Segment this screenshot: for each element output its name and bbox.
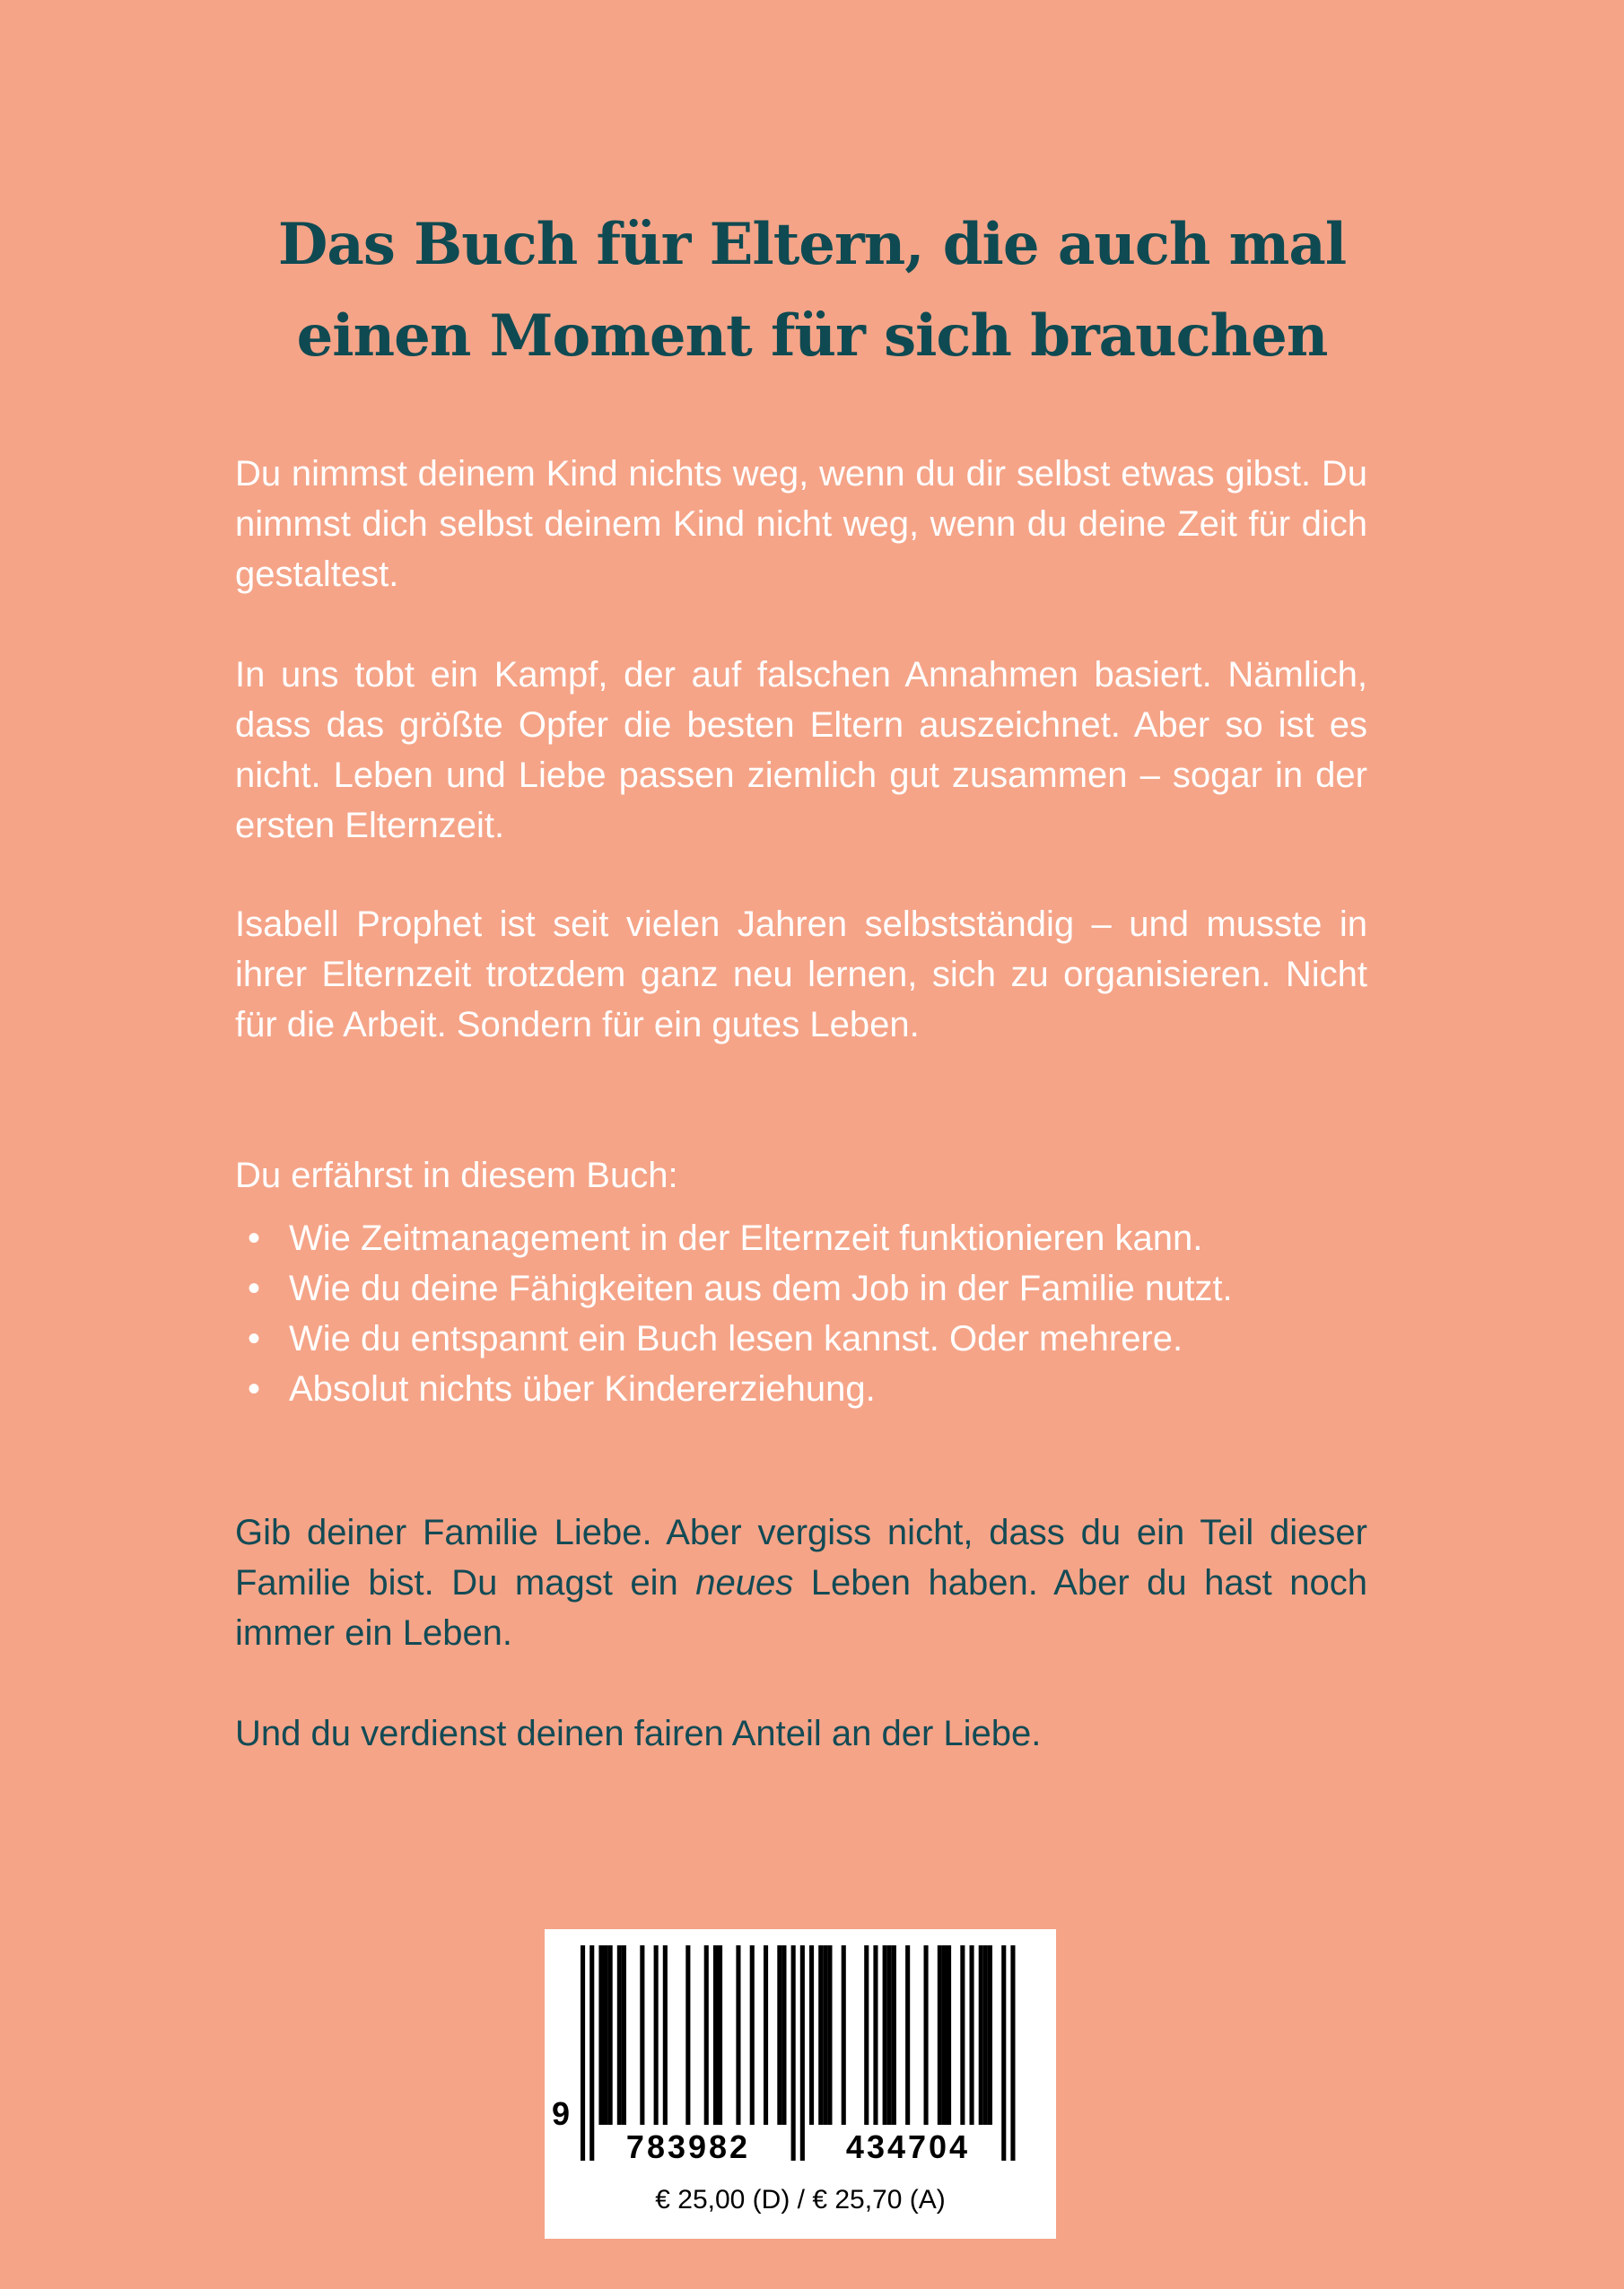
price-label: € 25,00 (D) / € 25,70 (A) (655, 2185, 946, 2215)
barcode-bar (736, 1945, 740, 2125)
list-intro-block (235, 1150, 1367, 1201)
bullet-icon: • (248, 1269, 261, 1308)
barcode-bar (827, 1945, 832, 2125)
closing-paragraph-1-block (235, 1507, 1367, 1658)
closing-paragraph-2: Und du verdienst deinen fairen Anteil an der Liebe. (235, 1714, 1042, 1753)
barcode-label (545, 1929, 1056, 2239)
barcode-bar (608, 1945, 613, 2125)
barcode-bar (947, 1945, 951, 2125)
bullet-icon: • (248, 1319, 261, 1359)
barcode-bar (718, 1945, 722, 2125)
list-item (235, 1364, 1367, 1414)
closing-emphasis: neues (695, 1563, 794, 1603)
barcode-bar (622, 1945, 626, 2125)
barcode-bar (938, 1945, 942, 2125)
barcode-bar (892, 1945, 896, 2125)
barcode-bar (663, 1945, 668, 2125)
barcode-bar (598, 1945, 603, 2125)
barcode-bar (818, 1945, 823, 2125)
barcode-bar (654, 1945, 659, 2125)
bullet-icon: • (248, 1369, 261, 1409)
barcode-bar (713, 1945, 718, 2125)
closing-text-start: Gib deiner Familie Liebe. Aber vergiss nicht, dass du ein Teil dieser Familie bist. Du magst ein (235, 1513, 1367, 1603)
paragraph-3-block (235, 899, 1367, 1050)
paragraph-3: Isabell Prophet ist seit vielen Jahren selbstständig – und musste in ihrer Elternzeit trotzdem ganz neu lernen, sich zu organisieren. Nicht für die Arbeit. Sondern für ein gutes Leben. (235, 904, 1367, 1044)
bullet-icon: • (248, 1219, 261, 1258)
barcode-bar (1010, 1945, 1015, 2161)
headline (144, 199, 1480, 382)
list-item-text: Wie Zeitmanagement in der Elternzeit funktionieren kann. (289, 1219, 1203, 1258)
barcode-bar (970, 1945, 974, 2125)
barcode-bar (823, 1945, 827, 2125)
list-intro: Du erfährst in diesem Buch: (235, 1156, 678, 1195)
barcode-bar (781, 1945, 786, 2125)
barcode-bar (617, 1945, 622, 2125)
isbn-left-digits: 783982 (625, 2128, 751, 2165)
barcode-bar (883, 1945, 887, 2125)
barcode-bar (842, 1945, 846, 2125)
closing-text-end: Leben haben. Aber du hast noch immer ein Leben. (235, 1563, 1368, 1653)
barcode-bar (942, 1945, 947, 2125)
isbn-right-digits: 434704 (845, 2128, 971, 2165)
barcode-bar (905, 1945, 910, 2125)
barcode-bar (873, 1945, 877, 2125)
closing-paragraph-2-block (235, 1708, 1367, 1759)
list-item-text: Wie du entspannt ein Buch lesen kannst. Oder mehrere. (289, 1319, 1183, 1359)
barcode-bar (809, 1945, 814, 2125)
barcode-bar (979, 1945, 983, 2125)
barcode-bar (685, 1945, 690, 2125)
barcode-bar (983, 1945, 988, 2125)
barcode-bar (791, 1945, 796, 2161)
barcode-bar (960, 1945, 965, 2125)
barcode-bar (764, 1945, 768, 2125)
paragraph-2-block (235, 650, 1367, 851)
list-item (235, 1263, 1367, 1314)
barcode-bar (704, 1945, 709, 2125)
headline-line-2: einen Moment für sich brauchen (296, 302, 1328, 370)
bullet-list (235, 1213, 1367, 1414)
closing-paragraph-1 (235, 1507, 1367, 1658)
list-item (235, 1314, 1367, 1364)
list-item (235, 1213, 1367, 1263)
barcode-bar (604, 1945, 608, 2125)
paragraph-2: In uns tobt ein Kampf, der auf falschen Annahmen basiert. Nämlich, dass das größte Opfer die besten Eltern auszeichnet. Aber so ist es nicht. Leben und Liebe passen ziemlich gut zusammen – sogar in der ersten Elternzeit. (235, 655, 1367, 845)
barcode-bar (988, 1945, 992, 2125)
paragraph-1-block (235, 449, 1367, 599)
barcode-bar (750, 1945, 755, 2125)
list-item-text: Wie du deine Fähigkeiten aus dem Job in der Familie nutzt. (289, 1269, 1233, 1308)
barcode-bar (640, 1945, 644, 2125)
barcode-bar (864, 1945, 869, 2125)
headline-line-1: Das Buch für Eltern, die auch mal (277, 211, 1347, 278)
barcode-bar (777, 1945, 781, 2125)
isbn-lead-digit: 9 (552, 2095, 571, 2132)
list-item-text: Absolut nichts über Kindererziehung. (289, 1369, 876, 1409)
paragraph-1: Du nimmst deinem Kind nichts weg, wenn du dir selbst etwas gibst. Du nimmst dich selbst deinem Kind nicht weg, wenn du deine Zeit für dich gestaltest. (235, 454, 1367, 594)
barcode-bar (887, 1945, 892, 2125)
barcode-bar (924, 1945, 929, 2125)
